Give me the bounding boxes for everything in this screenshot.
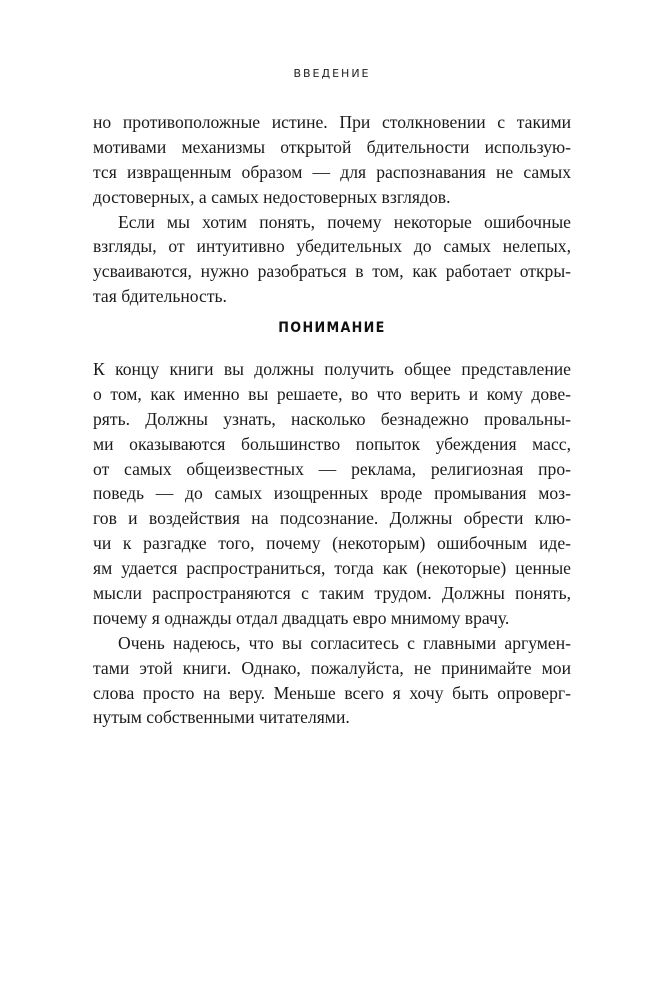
text-line: рять. Должны узнать, насколько безнадежно провальны-	[93, 408, 571, 429]
body-text-after-heading	[93, 357, 571, 730]
text-line: о том, как именно вы решаете, во что верить и кому дове-	[93, 383, 571, 404]
text-line: слова просто на веру. Меньше всего я хочу быть опроверг-	[93, 682, 571, 703]
running-head: ВВЕДЕНИЕ	[293, 67, 371, 80]
text-line: но противоположные истине. При столкновении с такими	[93, 112, 571, 132]
text-line: от самых общеизвестных — реклама, религиозная про-	[93, 458, 571, 479]
text-line: мотивами механизмы открытой бдительности использую-	[93, 136, 571, 157]
text-line: ми оказываются большинство попыток убеждения масс,	[93, 433, 571, 454]
text-line: взгляды, от интуитивно убедительных до самых нелепых,	[93, 236, 571, 257]
text-line: достоверных, а самых недостоверных взглядов.	[93, 186, 451, 207]
text-line: тами этой книги. Однако, пожалуйста, не принимайте мои	[93, 657, 571, 678]
text-line: тся извращенным образом — для распознавания не самых	[93, 161, 571, 182]
text-line: усваиваются, нужно разобраться в том, как работает откры-	[93, 261, 571, 282]
text-line: тая бдительность.	[93, 286, 227, 307]
text-line: Очень надеюсь, что вы согласитесь с главными аргумен-	[118, 632, 571, 653]
text-line: гов и воздействия на подсознание. Должны обрести клю-	[93, 508, 571, 529]
text-line: почему я однажды отдал двадцать евро мнимому врачу.	[93, 607, 510, 628]
text-line: чи к разгадке того, почему (некоторым) ошибочным иде-	[93, 533, 571, 554]
body-text-before-heading	[93, 110, 571, 309]
text-line: К концу книги вы должны получить общее представление	[93, 359, 571, 379]
text-line: Если мы хотим понять, почему некоторые ошибочные	[118, 211, 571, 232]
text-line: поведь — до самых изощренных вроде промывания моз-	[93, 483, 571, 504]
text-line: ям удается распространиться, тогда как (некоторые) ценные	[93, 558, 571, 579]
section-heading: ПОНИМАНИЕ	[278, 320, 386, 336]
text-line: нутым собственными читателями.	[93, 707, 350, 728]
text-line: мысли распространяются с таким трудом. Должны понять,	[93, 583, 571, 604]
